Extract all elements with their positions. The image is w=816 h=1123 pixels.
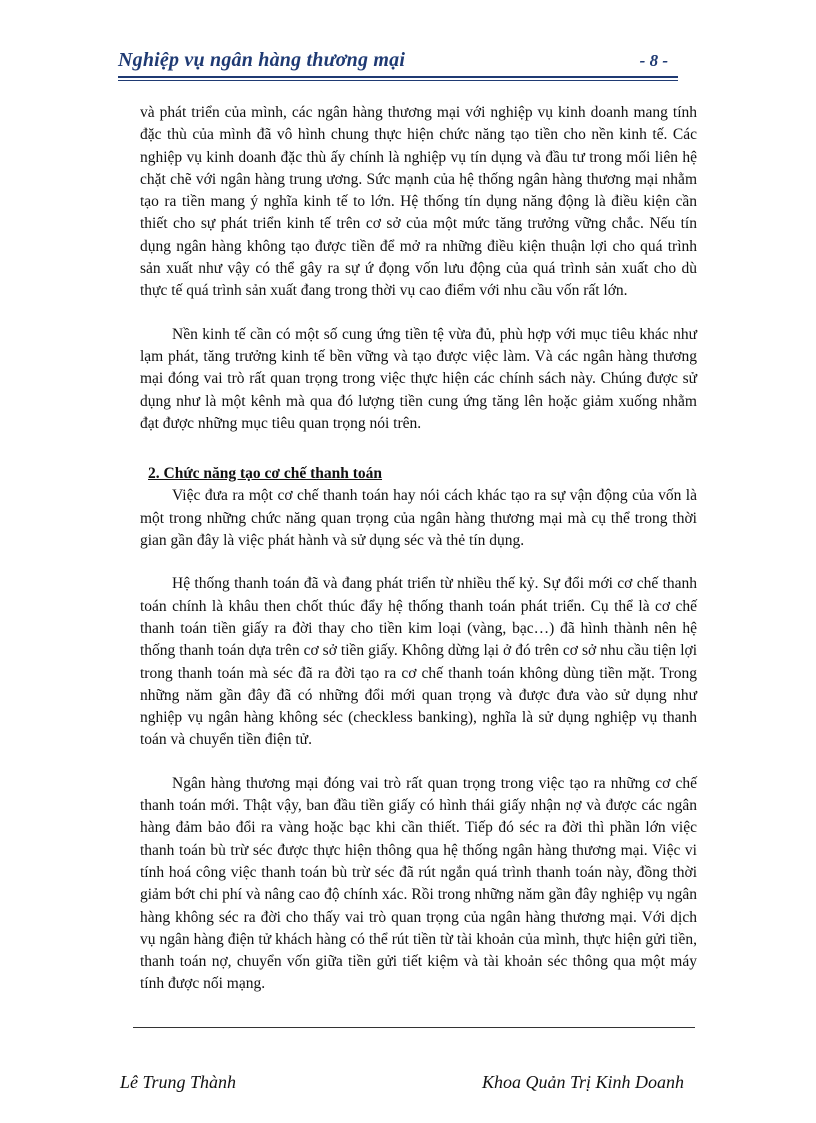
header-rule-thick	[118, 76, 678, 78]
header-title: Nghiệp vụ ngân hàng thương mại	[118, 49, 406, 71]
paragraph-1: và phát triển của mình, các ngân hàng thương mại với nghiệp vụ kinh doanh mang tính đặc thù của mình đã vô hình chung thực hiện chức năng tạo tiền cho nền kinh tế. Các nghiệp vụ kinh doanh đặc thù ấy chính là nghiệp vụ tín dụng và đầu tư trong mối liên hệ chặt chẽ với ngân hàng trung ương. Sức mạnh của hệ thống ngân hàng thương mại nhằm tạo ra tiền mang ý nghĩa kinh tế to lớn. Hệ thống tín dụng năng động là điều kiện cần thiết cho sự phát triển kinh tế trên cơ sở của một mức tăng trưởng vững chắc. Nếu tín dụng ngân hàng không tạo được tiền để mở ra những điều kiện thuận lợi cho quá trình sản xuất như vậy có thể gây ra sự ứ đọng vốn lưu động của quá trình sản xuất cho dù thực tế quá trình sản xuất đang trong thời vụ cao điểm với nhu cầu vốn rất lớn.	[140, 104, 697, 300]
section-heading: 2. Chức năng tạo cơ chế thanh toán	[148, 465, 383, 483]
header-rule-thin	[118, 80, 678, 81]
footer-department: Khoa Quản Trị Kinh Doanh	[481, 1072, 684, 1092]
document-body	[140, 102, 697, 996]
footer-author: Lê Trung Thành	[120, 1072, 237, 1092]
page-header	[118, 49, 678, 79]
paragraph-5: Ngân hàng thương mại đóng vai trò rất quan trọng trong việc tạo ra những cơ chế thanh toán mới. Thật vậy, ban đầu tiền giấy có hình thái giấy nhận nợ và được các ngân hàng đảm bảo đổi ra vàng hoặc bạc khi cần thiết. Tiếp đó séc ra đời thì phần lớn việc thanh toán bù trừ séc được thực hiện thông qua hệ thống ngân hàng thương mại. Việc vi tính hoá công việc thanh toán bù trừ séc đã rút ngắn quá trình thanh toán này, đồng thời giảm bớt chi phí và nâng cao độ chính xác. Rồi trong những năm gần đây nghiệp vụ ngân hàng không séc ra đời cho thấy vai trò quan trọng của ngân hàng thương mại. Với dịch vụ ngân hàng điện tử khách hàng có thể rút tiền từ tài khoản của mình, thực hiện gửi tiền, thanh toán nợ, chuyển vốn giữa tiền gửi tiết kiệm và tài khoản séc thông qua một máy tính được nối mạng.	[140, 774, 697, 993]
paragraph-3: Việc đưa ra một cơ chế thanh toán hay nói cách khác tạo ra sự vận động của vốn là một trong những chức năng quan trọng của ngân hàng thương mại mà cụ thể trong thời gian gần đây là việc phát hành và sử dụng séc và thẻ tín dụng.	[140, 487, 697, 550]
page-number: - 8 -	[639, 51, 668, 70]
paragraph-4: Hệ thống thanh toán đã và đang phát triển từ nhiều thế kỷ. Sự đổi mới cơ chế thanh toán chính là khâu then chốt thúc đẩy hệ thống thanh toán phát triển. Cụ thể là cơ chế thanh toán tiền giấy ra đời thay cho tiền kim loại (vàng, bạc…) đã hình thành nên hệ thống thanh toán dựa trên cơ sở tiền giấy. Không dừng lại ở đó trên cơ sở nhu cầu tiện lợi trong thanh toán mà séc đã ra đời tạo ra cơ chế thanh toán không dùng tiền mặt. Trong những năm gần đây đã có những đổi mới quan trọng và được đưa vào sử dụng như nghiệp vụ ngân hàng không séc (checkless banking), nghĩa là sử dụng nghiệp vụ thanh toán và chuyển tiền điện tử.	[140, 575, 697, 749]
footer-rule	[133, 1027, 695, 1028]
paragraph-2: Nền kinh tế cần có một số cung ứng tiền tệ vừa đủ, phù hợp với mục tiêu khác như lạm phát, tăng trưởng kinh tế bền vững và tạo được việc làm. Và các ngân hàng thương mại đóng vai trò rất quan trọng trong việc thực hiện các chính sách này. Chúng được sử dụng như là một kênh mà qua đó lượng tiền cung ứng tăng lên hoặc giảm xuống nhằm đạt được những mục tiêu quan trọng nói trên.	[140, 325, 697, 432]
